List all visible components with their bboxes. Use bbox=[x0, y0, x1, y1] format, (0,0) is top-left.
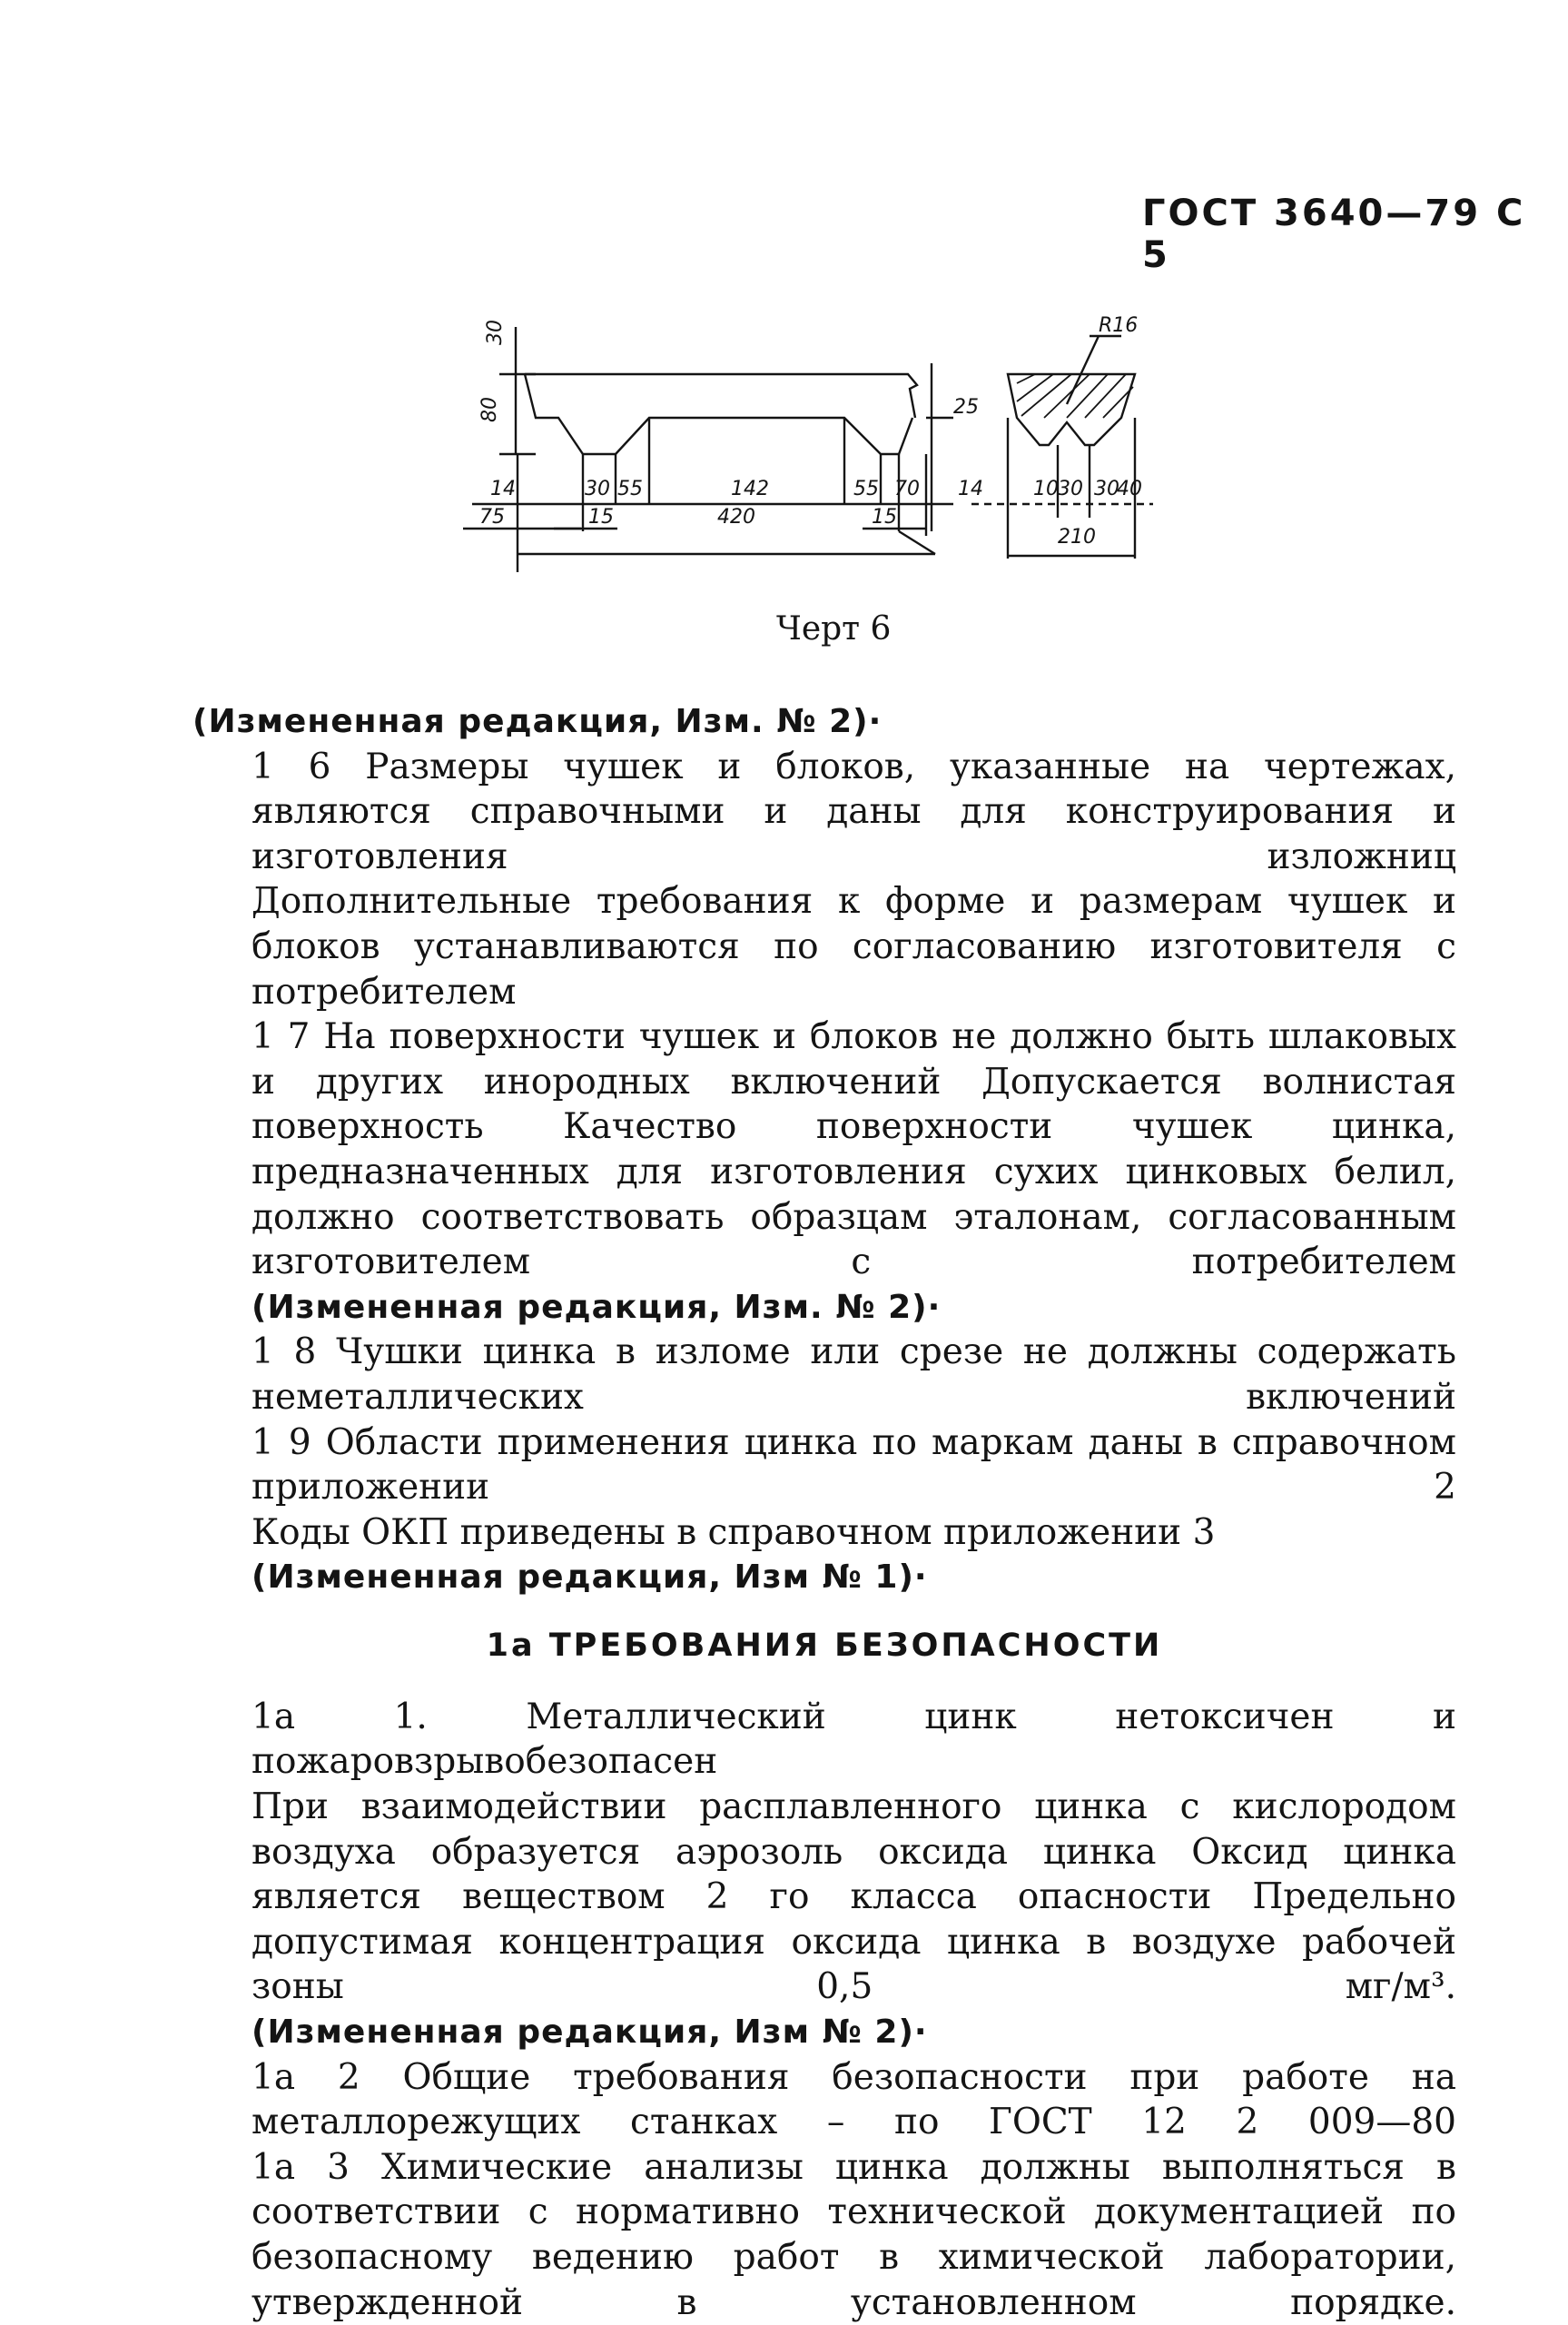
dim-10: 10 bbox=[1033, 478, 1059, 500]
paragraph-additional-requirements: Дополнительные требования к форме и размерам чушек и блоков устанавливаются по согласованию изготовителя с потребителем bbox=[251, 881, 1456, 1013]
figure-caption: Черт 6 bbox=[776, 610, 892, 648]
ingot-and-block-drawing bbox=[390, 309, 1262, 608]
amendment-note: (Измененная редакция, Изм. № 2)· bbox=[192, 703, 883, 740]
amendment-note: (Измененная редакция, Изм № 2)· bbox=[251, 2013, 928, 2052]
paragraph-1-6: 1 6 Размеры чушек и блоков, указанные на чертежах, являются справочными и даны для конструирования и изготовления изложниц bbox=[251, 746, 1456, 877]
dim-bottom-4: 70 bbox=[894, 478, 920, 500]
dim-40: 40 bbox=[1117, 478, 1142, 500]
paragraph-1-9: 1 9 Области применения цинка по маркам даны в справочном приложении 2 bbox=[251, 1421, 1456, 1509]
dim-30a: 30 bbox=[1058, 478, 1083, 500]
paragraph-1a-2: 1а 2 Общие требования безопасности при работе на металлорежущих станках – по ГОСТ 12 2 009—80 bbox=[251, 2056, 1456, 2143]
dim-bottom-1: 55 bbox=[617, 478, 643, 500]
dim-sub-0: 15 bbox=[588, 506, 614, 529]
dim-r16: R16 bbox=[1099, 314, 1139, 337]
dim-210: 210 bbox=[1058, 526, 1096, 549]
paragraph-1a-1: 1а 1. Металлический цинк нетоксичен и пожаровзрывобезопасен bbox=[251, 1696, 1456, 1783]
dim-sub-1: 420 bbox=[717, 506, 755, 529]
dim-14: 14 bbox=[490, 478, 516, 500]
paragraph-1a-3: 1а 3 Химические анализы цинка должны выполняться в соответствии с нормативно технической документацией по безопасному ведению работ в химической лаборатории, утвержденной в установленном порядке. bbox=[251, 2146, 1456, 2323]
paragraph-okp-codes: Коды ОКП приведены в справочном приложении 3 bbox=[251, 1511, 1216, 1553]
dim-30b: 30 bbox=[1094, 478, 1119, 500]
ingot-top-outline bbox=[525, 374, 917, 418]
dim-bottom-0: 30 bbox=[585, 478, 610, 500]
amendment-note: (Измененная редакция, Изм. № 2)· bbox=[251, 1288, 942, 1326]
dim-bottom-3: 55 bbox=[853, 478, 879, 500]
paragraph-1-8: 1 8 Чушки цинка в изломе или срезе не должны содержать неметаллических включений bbox=[251, 1331, 1456, 1418]
dim-25: 25 bbox=[953, 396, 979, 419]
amendment-note: (Измененная редакция, Изм № 1)· bbox=[251, 1558, 928, 1597]
paragraph-interaction: При взаимодействии расплавленного цинка с кислородом воздуха образуется аэрозоль оксида цинка Оксид цинка является веществом 2 го класса опасности Предельно допустимая концентрация оксида цинка в воздухе рабочей зоны 0,5 мг/м³. bbox=[251, 1786, 1456, 2008]
dim-bottom-2: 142 bbox=[731, 478, 769, 500]
section-title: 1а ТРЕБОВАНИЯ БЕЗОПАСНОСТИ bbox=[486, 1627, 1163, 1664]
dim-80: 80 bbox=[478, 397, 501, 422]
dim-sub-2: 15 bbox=[872, 506, 897, 529]
dim-75: 75 bbox=[479, 506, 505, 529]
technical-drawing bbox=[390, 309, 1262, 608]
paragraph-1-7: 1 7 На поверхности чушек и блоков не должно быть шлаковых и других инородных включений Допускается волнистая поверхность Качество поверхности чушек цинка, предназначенных для изготовления сухих цинковых белил, должно соответствовать образцам эталонам, согласованным изготовителем с потребителем bbox=[251, 1016, 1456, 1283]
dim-30: 30 bbox=[484, 320, 507, 345]
dim-14-right: 14 bbox=[958, 478, 983, 500]
document-body bbox=[192, 699, 1456, 2325]
document-header: ГОСТ 3640—79 С 5 bbox=[1142, 193, 1526, 276]
